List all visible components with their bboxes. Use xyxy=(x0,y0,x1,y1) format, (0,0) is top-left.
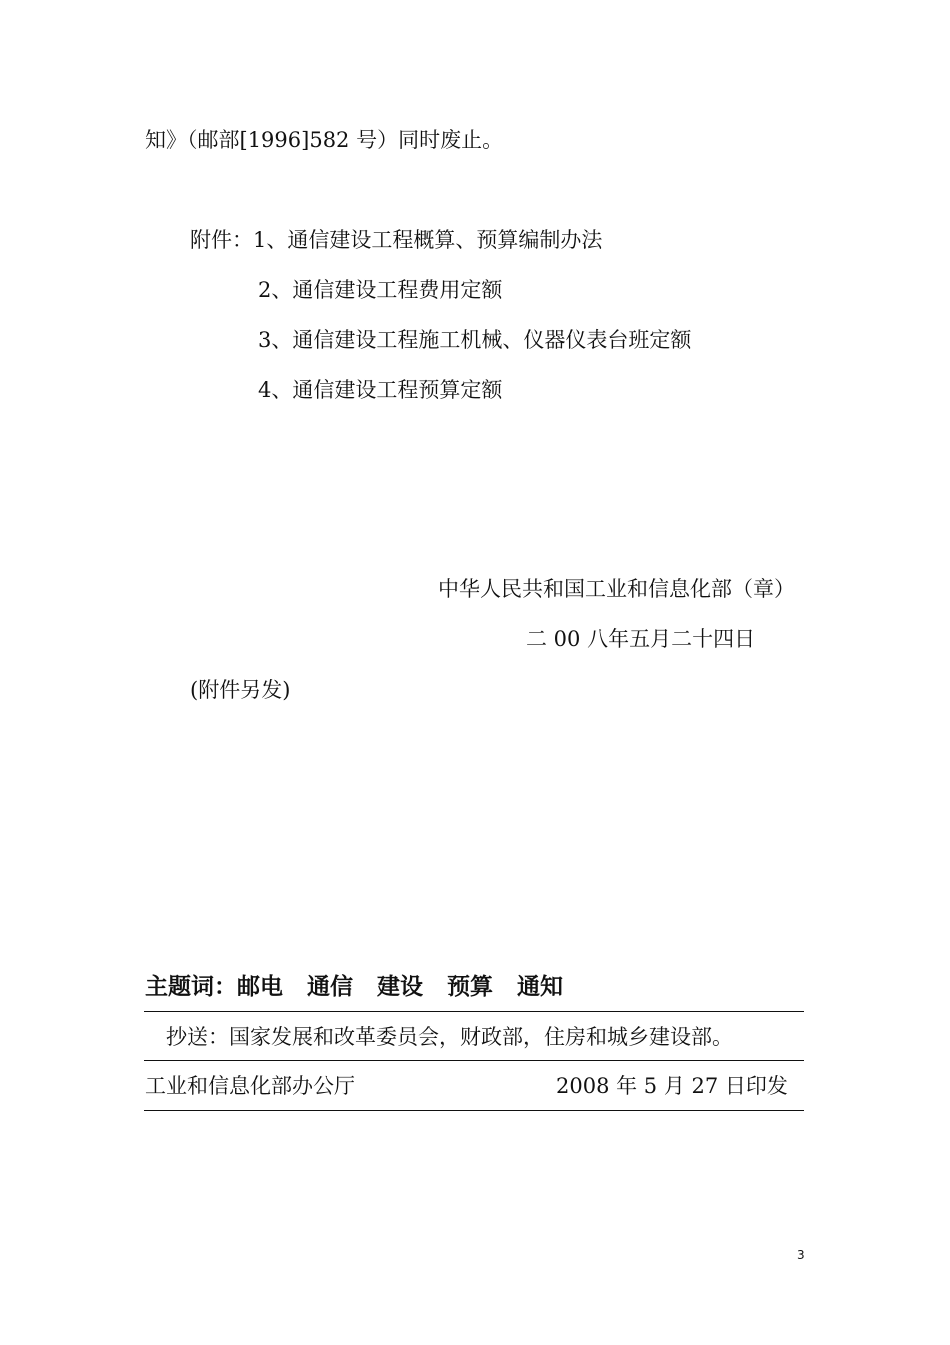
attachment-item-4: 4、通信建设工程预算定额 xyxy=(258,378,503,402)
attachment-item-3: 3、通信建设工程施工机械、仪器仪表台班定额 xyxy=(258,328,692,352)
page-number: 3 xyxy=(797,1248,805,1262)
signature-date: 二 00 八年五月二十四日 xyxy=(526,627,756,651)
cc-line: 抄送：国家发展和改革委员会，财政部，住房和城乡建设部。 xyxy=(166,1025,733,1049)
signature-organization: 中华人民共和国工业和信息化部（章） xyxy=(438,577,795,601)
attachment-item-2: 2、通信建设工程费用定额 xyxy=(258,278,503,302)
attachment-item-1: 附件：1、通信建设工程概算、预算编制办法 xyxy=(190,228,603,252)
keywords-label: 主题词： xyxy=(145,974,237,1000)
divider xyxy=(144,1060,804,1061)
divider xyxy=(144,1011,804,1012)
keyword: 预算 xyxy=(447,974,493,1000)
keyword: 建设 xyxy=(377,974,423,1000)
keyword: 通知 xyxy=(517,974,563,1000)
keyword: 通信 xyxy=(307,974,353,1000)
print-date: 2008 年 5 月 27 日印发 xyxy=(556,1074,788,1098)
keywords-row xyxy=(145,972,587,1002)
attachment-note: (附件另发) xyxy=(190,678,291,702)
issuing-office: 工业和信息化部办公厅 xyxy=(145,1074,355,1098)
body-text-line: 知》（邮部[1996]582 号）同时废止。 xyxy=(145,128,504,152)
keyword: 邮电 xyxy=(237,974,283,1000)
divider xyxy=(144,1110,804,1111)
